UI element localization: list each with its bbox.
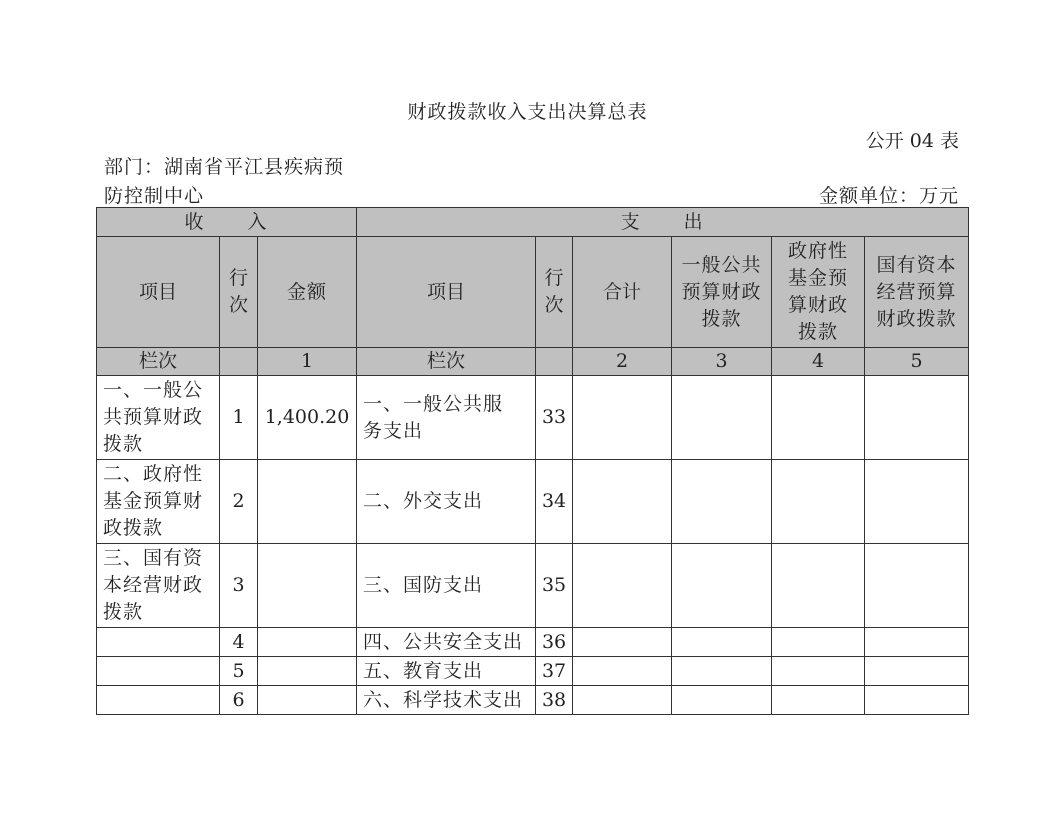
expense-item: 五、教育支出 bbox=[357, 657, 536, 686]
expense-total bbox=[573, 376, 672, 460]
department-label: 部门：湖南省平江县疾病预 bbox=[104, 156, 345, 178]
expense-state-capital bbox=[865, 628, 969, 657]
expense-header: 支 出 bbox=[357, 208, 969, 237]
table-row bbox=[97, 686, 969, 715]
income-item: 一、一般公共预算财政拨款 bbox=[97, 376, 220, 460]
expense-total bbox=[573, 460, 672, 544]
income-item bbox=[97, 657, 220, 686]
income-item: 三、国有资本经营财政拨款 bbox=[97, 544, 220, 628]
expense-state-capital bbox=[865, 460, 969, 544]
expense-line: 38 bbox=[536, 686, 573, 715]
expense-state-capital bbox=[865, 544, 969, 628]
expense-gov-fund bbox=[772, 628, 865, 657]
income-line: 4 bbox=[220, 628, 258, 657]
budget-summary-table bbox=[96, 207, 969, 715]
income-amount bbox=[258, 686, 357, 715]
seq-label-income: 栏次 bbox=[97, 348, 220, 376]
expense-gov-fund bbox=[772, 657, 865, 686]
form-number: 公开 04 表 bbox=[865, 130, 959, 152]
expense-general bbox=[672, 544, 772, 628]
expense-state-capital bbox=[865, 376, 969, 460]
table-row bbox=[97, 657, 969, 686]
income-amount: 1,400.20 bbox=[258, 376, 357, 460]
income-amount bbox=[258, 460, 357, 544]
expense-line: 36 bbox=[536, 628, 573, 657]
income-header: 收 入 bbox=[97, 208, 357, 237]
amount-unit: 金额单位：万元 bbox=[818, 185, 959, 207]
expense-general bbox=[672, 460, 772, 544]
income-line: 2 bbox=[220, 460, 258, 544]
table-row bbox=[97, 544, 969, 628]
seq-label-expense: 栏次 bbox=[357, 348, 536, 376]
expense-total bbox=[573, 544, 672, 628]
income-line: 3 bbox=[220, 544, 258, 628]
income-line: 5 bbox=[220, 657, 258, 686]
expense-gov-fund bbox=[772, 686, 865, 715]
expense-general bbox=[672, 376, 772, 460]
income-line: 6 bbox=[220, 686, 258, 715]
col-general-budget: 一般公共预算财政拨款 bbox=[672, 237, 772, 348]
col-expense-line: 行次 bbox=[536, 237, 573, 348]
expense-state-capital bbox=[865, 686, 969, 715]
expense-item: 三、国防支出 bbox=[357, 544, 536, 628]
income-amount bbox=[258, 657, 357, 686]
table-row bbox=[97, 460, 969, 544]
table-row bbox=[97, 628, 969, 657]
col-total: 合计 bbox=[573, 237, 672, 348]
expense-line: 33 bbox=[536, 376, 573, 460]
income-amount bbox=[258, 544, 357, 628]
expense-state-capital bbox=[865, 657, 969, 686]
expense-line: 37 bbox=[536, 657, 573, 686]
expense-item: 一、一般公共服务支出 bbox=[357, 376, 536, 460]
expense-item: 二、外交支出 bbox=[357, 460, 536, 544]
expense-item: 四、公共安全支出 bbox=[357, 628, 536, 657]
expense-line: 35 bbox=[536, 544, 573, 628]
expense-gov-fund bbox=[772, 460, 865, 544]
col-amount: 金额 bbox=[258, 237, 357, 348]
income-item: 二、政府性基金预算财政拨款 bbox=[97, 460, 220, 544]
department-label-cont: 防控制中心 bbox=[104, 185, 205, 207]
seq-blank bbox=[220, 348, 258, 376]
income-amount bbox=[258, 628, 357, 657]
expense-general bbox=[672, 686, 772, 715]
expense-total bbox=[573, 657, 672, 686]
expense-general bbox=[672, 628, 772, 657]
table-row bbox=[97, 376, 969, 460]
seq-2: 2 bbox=[573, 348, 672, 376]
col-state-capital-budget: 国有资本经营预算财政拨款 bbox=[865, 237, 969, 348]
expense-total bbox=[573, 628, 672, 657]
income-item bbox=[97, 628, 220, 657]
report-title: 财政拨款收入支出决算总表 bbox=[407, 101, 648, 123]
seq-4: 4 bbox=[772, 348, 865, 376]
expense-line: 34 bbox=[536, 460, 573, 544]
expense-gov-fund bbox=[772, 376, 865, 460]
col-expense-item: 项目 bbox=[357, 237, 536, 348]
seq-1: 1 bbox=[258, 348, 357, 376]
expense-item: 六、科学技术支出 bbox=[357, 686, 536, 715]
income-line: 1 bbox=[220, 376, 258, 460]
seq-blank bbox=[536, 348, 573, 376]
col-income-line: 行次 bbox=[220, 237, 258, 348]
seq-3: 3 bbox=[672, 348, 772, 376]
col-gov-fund-budget: 政府性基金预算财政拨款 bbox=[772, 237, 865, 348]
expense-general bbox=[672, 657, 772, 686]
seq-5: 5 bbox=[865, 348, 969, 376]
expense-total bbox=[573, 686, 672, 715]
col-income-item: 项目 bbox=[97, 237, 220, 348]
expense-gov-fund bbox=[772, 544, 865, 628]
income-item bbox=[97, 686, 220, 715]
